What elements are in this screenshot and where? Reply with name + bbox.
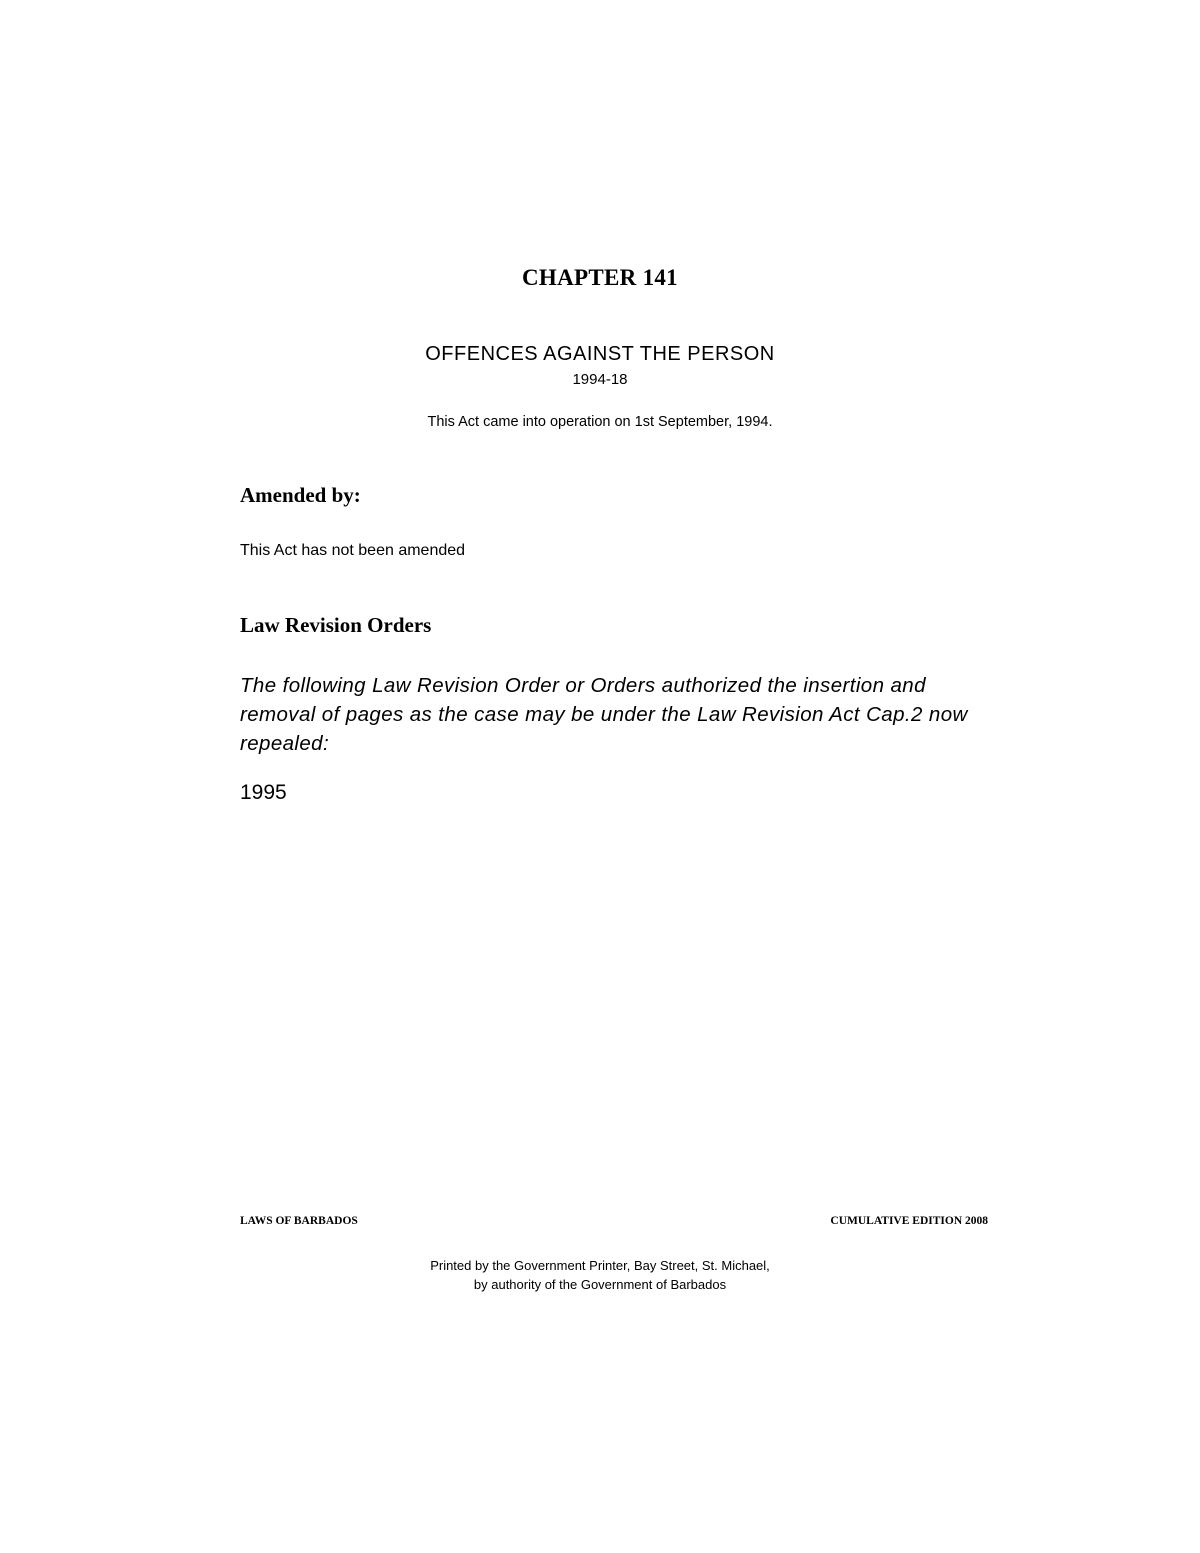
law-revision-order-year: 1995 [240, 781, 287, 804]
footer-laws-of-barbados: LAWS OF BARBADOS [240, 1215, 358, 1227]
printer-notice-line-2: by authority of the Government of Barbados [473, 1277, 727, 1292]
law-revision-orders-text: The following Law Revision Order or Orders authorized the insertion and removal of pages as the case may be under the Law Revision Act Cap.2 now repealed: [240, 674, 968, 755]
law-revision-orders-heading: Law Revision Orders [240, 613, 432, 637]
act-title: OFFENCES AGAINST THE PERSON [425, 343, 775, 365]
amended-by-heading: Amended by: [240, 483, 361, 507]
chapter-heading: CHAPTER 141 [521, 265, 678, 290]
printer-notice-line-1: Printed by the Government Printer, Bay Street, St. Michael, [430, 1258, 770, 1273]
printer-notice [0, 1256, 1200, 1294]
act-number: 1994-18 [572, 371, 628, 388]
commencement-note: This Act came into operation on 1st September, 1994. [427, 414, 773, 430]
amended-by-text: This Act has not been amended [240, 542, 466, 559]
footer-cumulative-edition: CUMULATIVE EDITION 2008 [830, 1215, 988, 1227]
